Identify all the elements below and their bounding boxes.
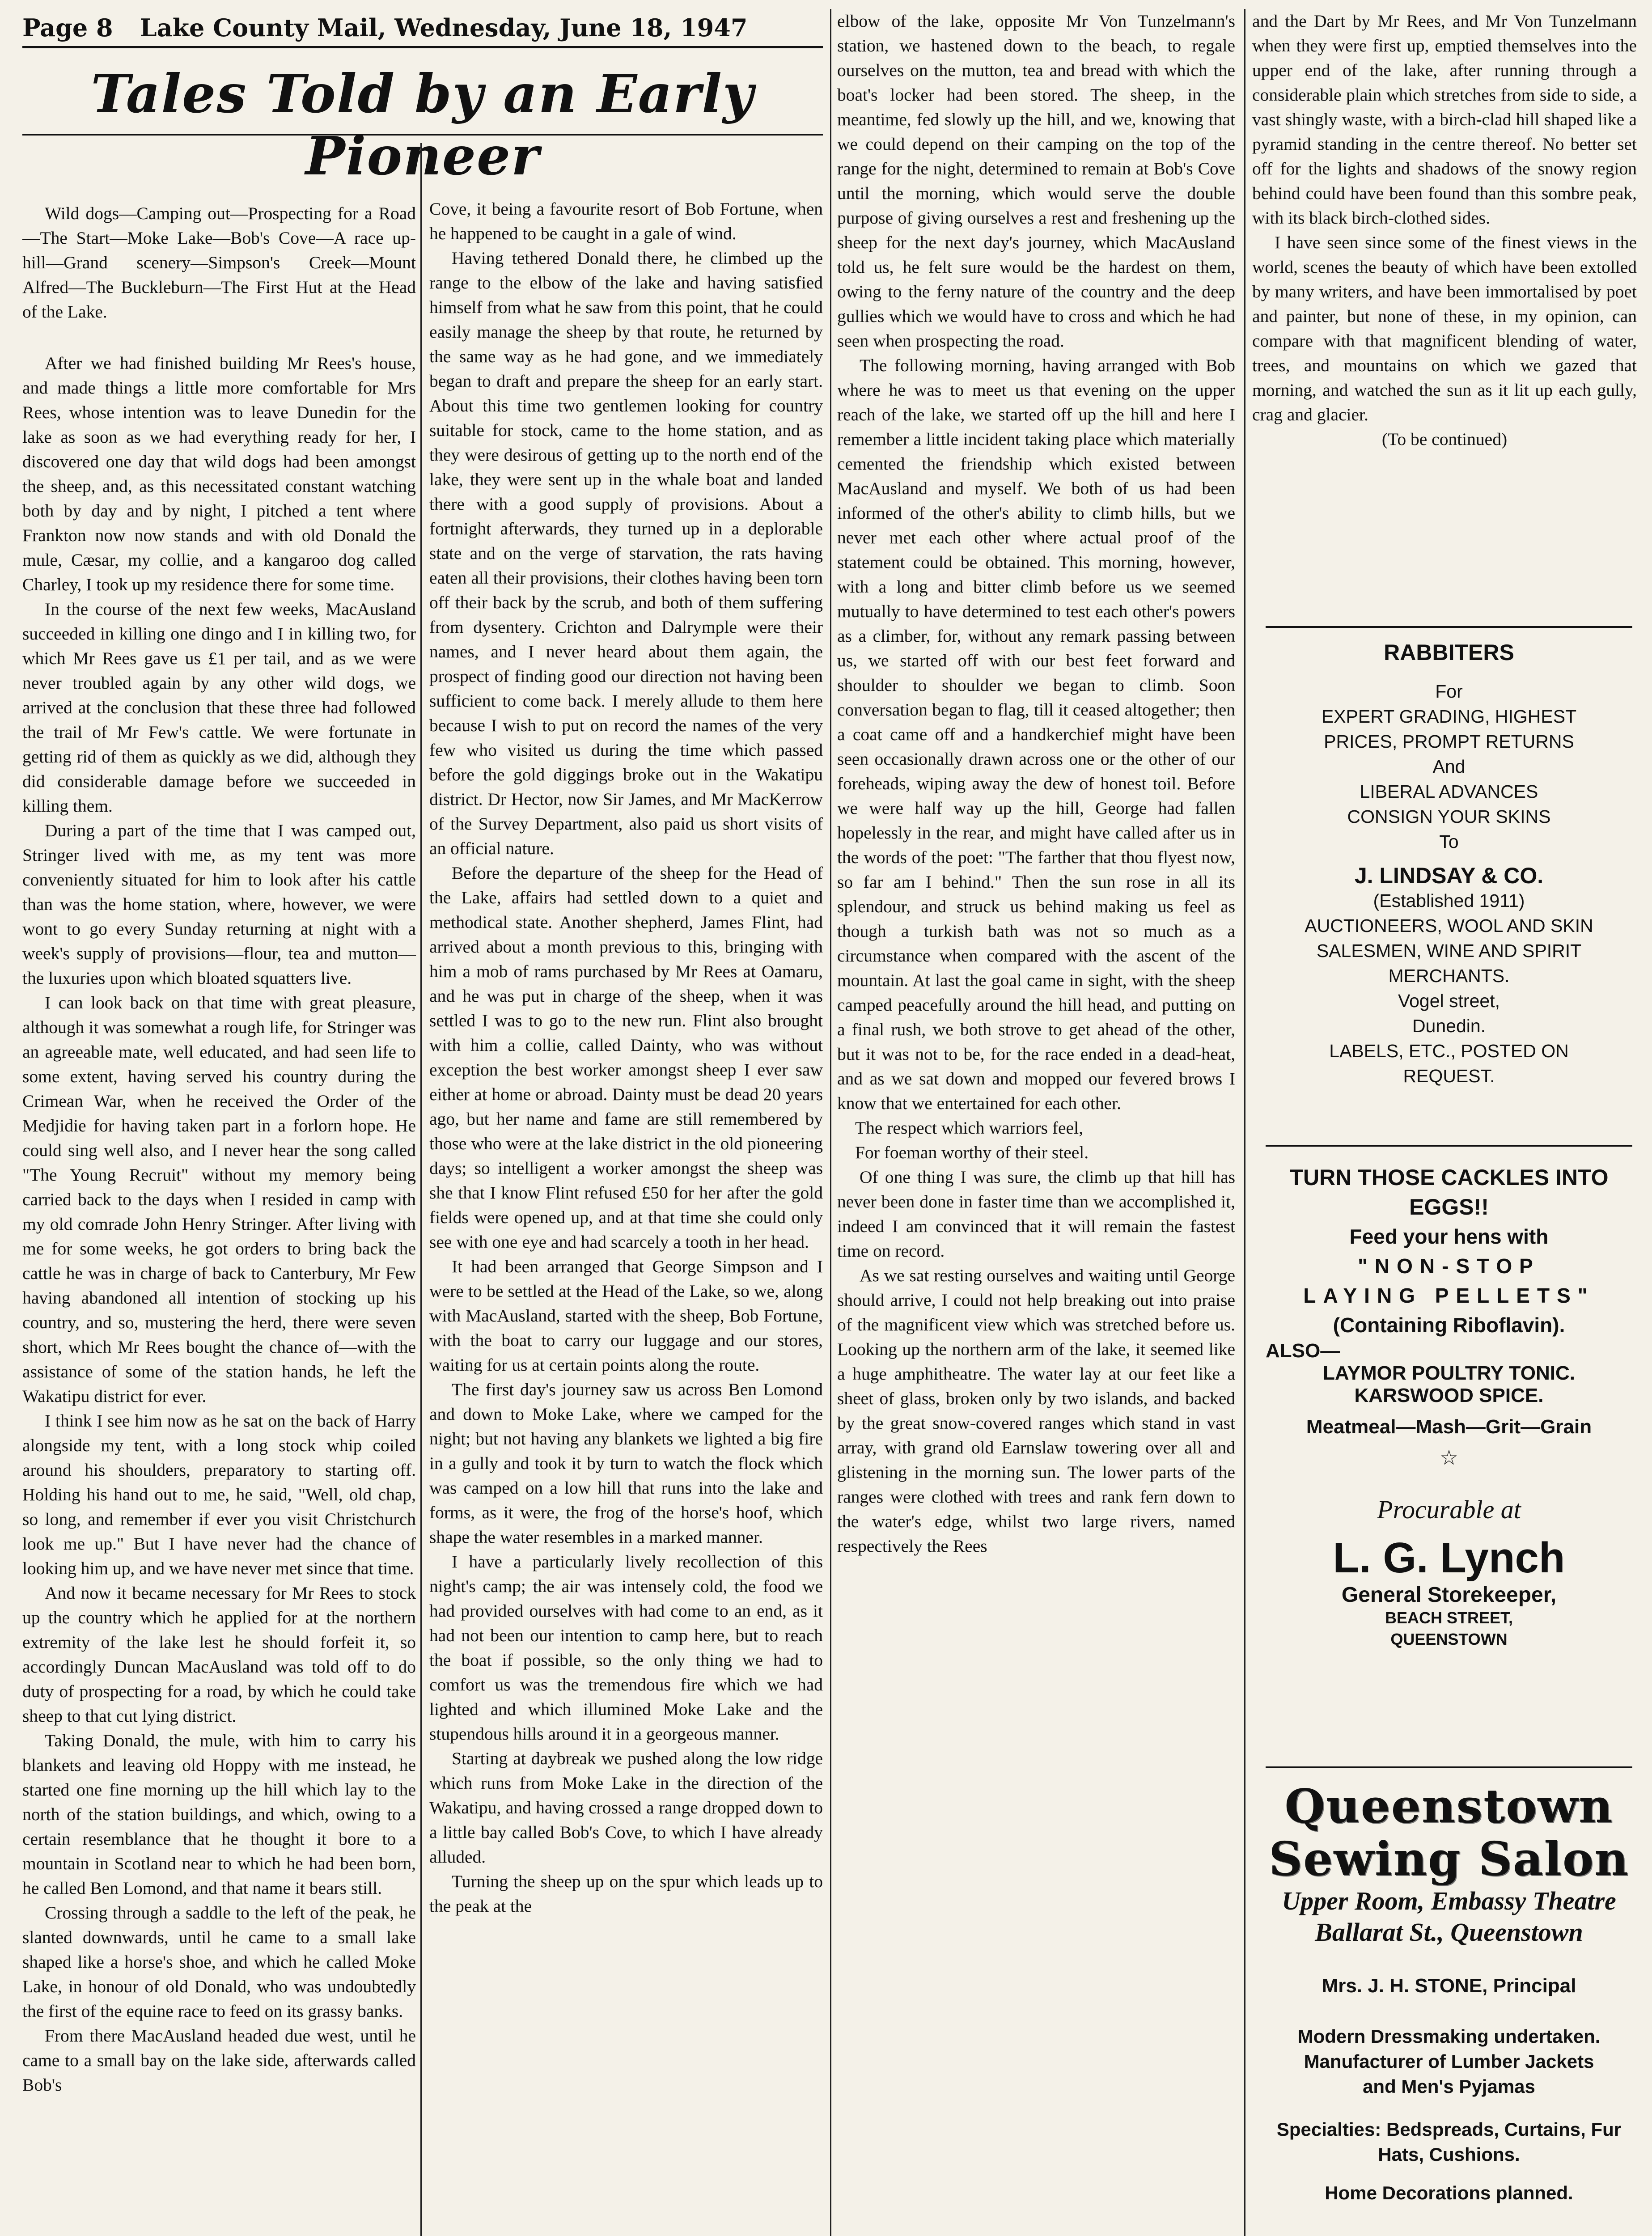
ad-line: SALESMEN, WINE AND SPIRIT [1316, 940, 1582, 961]
ad-line: And [1432, 756, 1466, 777]
ad-line: (Established 1911) [1373, 890, 1525, 911]
to-be-continued: (To be continued) [1381, 429, 1508, 449]
paper-dateline: Lake County Mail, Wednesday, June 18, 1947 [140, 13, 748, 42]
ad-heading: RABBITERS [1384, 640, 1514, 665]
firm-name: J. LINDSAY & CO. [1354, 863, 1544, 888]
salon-name: Queenstown [1284, 1779, 1614, 1834]
ad-divider [1266, 1145, 1632, 1147]
article-paragraph: I think I see him now as he sat on the back of Harry alongside my tent, with a long stock whip coiled around his shoulders, preparatory to starting off. Holding his hand out to me, he said, "Well, old chap, so long, and remember if ever you visit Christchurch look me up." But I have never had the chance of looking him up, and we have never met since that time. [22, 1411, 416, 1578]
salon-name: Sewing Salon [1269, 1831, 1629, 1886]
ad-line: Procurable at [1377, 1495, 1521, 1524]
article-paragraph: Taking Donald, the mule, with him to carry his blankets and leaving old Hoppy with me instead, he started one fine morning up the hill which lay to the north of the station buildings, and which, owing to a certain resemblance that he thought it bore to a mountain in Scotland near to which he had been born, he called Ben Lomond, and that name it bears still. [22, 1731, 416, 1898]
article-column-1 [22, 201, 416, 2097]
article-paragraph: Having tethered Donald there, he climbed up the range to the elbow of the lake and having satisfied himself from what he saw from this point, that he could easily manage the sheep by that route, he returned by the same way as he had gone, and we immediately began to draft and prepare the sheep for an early start. About this time two gentlemen looking for country suitable for stock, came to the home station, and as they were desirous of getting up to the north end of the lake, they were sent up in the whale boat and landed there with a good supply of provisions. About a fortnight afterwards, they turned up in a deplorable state and on the verge of starvation, the rats having eaten all their provisions, their clothes having been torn off their back by the scrub, and both of them suffering from dysentery. Crichton and Dalrymple were their names, and I never heard about them again, the prospect of finding good our direction not having been sufficient to come back. I merely allude to them here because I wish to put on record the names of the very few who visited us during the time which passed before the gold diggings broke out in the Wakatipu district. Dr Hector, now Sir James, and Mr MacKerrow of the Survey Department, also paid us short visits of an official nature. [429, 248, 823, 858]
verse-line: The respect which warriors feel, [855, 1118, 1083, 1138]
ad-line: Modern Dressmaking undertaken. [1297, 2026, 1601, 2047]
ad-line: QUEENSTOWN [1390, 1630, 1508, 1648]
article-paragraph: Crossing through a saddle to the left of the peak, he slanted downwards, until he came to a small lake shaped like a horse's shoe, and which he called Moke Lake, in honour of old Donald, who was undoubtedly the first of the equine race to feed on its grassy banks. [22, 1903, 416, 2021]
article-paragraph: Of one thing I was sure, the climb up that hill has never been done in faster time than we accomplished it, indeed I am convinced that it will remain the fastest time on record. [837, 1167, 1235, 1261]
article-paragraph: elbow of the lake, opposite Mr Von Tunzelmann's station, we hastened down to the beach, to regale ourselves on the mutton, tea and bread with which the boat's locker had been stored. The sheep, in the meantime, fed slowly up the hill, and we, knowing that we could depend on their camping on the top of the range for the night, determined to remain at Bob's Cove until the morning, which would serve the double purpose of giving ourselves a rest and freshening up the sheep for the next day's journey, which MacAusland told us, he felt sure would be the hardest on them, owing to the ferny nature of the country and the deep gullies which we would have to cross and which he had seen when prospecting the road. [837, 11, 1235, 351]
verse-line: For foeman worthy of their steel. [855, 1143, 1089, 1162]
ad-line: Ballarat St., Queenstown [1315, 1918, 1583, 1947]
article-paragraph: I can look back on that time with great pleasure, although it was somewhat a rough life, for Stringer was an agreeable mate, well educated, and had seen life to some extent, having served his country during the Crimean War, when he received the Order of the Medjidie for having taken part in a forlorn hope. He could sing well also, and I never hear the song called "The Young Recruit" without my memory being carried back to the days when I resided in camp with my old comrade John Henry Stringer. After living with me for some weeks, he got orders to bring back the cattle he was in charge of back to Canterbury, Mr Few having abandoned all intention of stocking up his country, and so, mustering the herd, there were seven short, which Mr Rees bought the chance of—with the assistance of some of the station hands, he left the Wakatipu district for ever. [22, 993, 416, 1406]
article-paragraph: Turning the sheep up on the spur which leads up to the peak at the [429, 1872, 823, 1916]
ad-line: EXPERT GRADING, HIGHEST [1321, 706, 1577, 727]
ad-line: General Storekeeper, [1341, 1583, 1557, 1607]
ad-line: "NON-STOP [1358, 1254, 1540, 1278]
ad-line: KARSWOOD SPICE. [1354, 1385, 1544, 1406]
ad-line: LIBERAL ADVANCES [1360, 781, 1538, 802]
article-paragraph: And now it became necessary for Mr Rees to stock up the country which he applied for at the northern extremity of the lake lest he should forfeit it, so accordingly Duncan MacAusland was told off to do duty of prospecting for a road, by which he could take sheep to that cut lying district. [22, 1583, 416, 1726]
article-paragraph: Cove, it being a favourite resort of Bob Fortune, when he happened to be caught in a gale of wind. [429, 199, 823, 243]
article-column-4 [1252, 9, 1637, 452]
article-paragraph: Starting at daybreak we pushed along the low ridge which runs from Moke Lake in the direction of the Wakatipu, and having crossed a range dropped down to a little bay called Bob's Cove, to which I have already alluded. [429, 1749, 823, 1867]
article-synopsis: Wild dogs—Camping out—Prospecting for a Road—The Start—Moke Lake—Bob's Cove—A race up-hill—Grand scenery—Simpson's Creek—Mount Alfred—The Buckleburn—The First Hut at the Head of the Lake. [22, 203, 416, 322]
ad-line: LABELS, ETC., POSTED ON [1329, 1041, 1569, 1061]
ad-line: LAYMOR POULTRY TONIC. [1323, 1362, 1575, 1384]
column-divider [1244, 9, 1245, 2236]
store-name: L. G. Lynch [1333, 1534, 1565, 1582]
ad-line: Upper Room, Embassy Theatre [1282, 1886, 1616, 1915]
article-paragraph: From there MacAusland headed due west, until he came to a small bay on the lake side, afterwards called Bob's [22, 2026, 416, 2095]
masthead-rule [22, 46, 823, 48]
ad-line: For [1435, 681, 1463, 702]
page-number: Page 8 [22, 13, 113, 42]
ad-line: Mrs. J. H. STONE, Principal [1322, 1975, 1576, 1997]
article-paragraph: During a part of the time that I was camped out, Stringer lived with me, as my tent was more conveniently situated for him to look after his cattle than was the home station, where, however, we were wont to go every Sunday returning at night with a week's supply of provisions—flour, tea and mutton—the luxuries upon which bloated squatters live. [22, 821, 416, 988]
ad-divider [1266, 1766, 1632, 1768]
ad-poultry [1266, 1163, 1632, 1650]
article-paragraph: In the course of the next few weeks, MacAusland succeeded in killing one dingo and I in killing two, for which Mr Rees gave us £1 per tail, and as we were never troubled again by any other wild dogs, we arrived at the conclusion that these three had followed the trail of Mr Few's cattle. We were fortunate in getting rid of them as quickly as we did, although they did considerable damage before we succeeded in killing them. [22, 599, 416, 816]
ad-line: (Containing Riboflavin). [1333, 1313, 1565, 1337]
ad-line: LAYING PELLETS" [1303, 1284, 1595, 1307]
ad-line: MERCHANTS. [1388, 966, 1510, 986]
article-paragraph: I have a particularly lively recollection of this night's camp; the air was intensely cold, the food we had provided ourselves with had come to an end, as it had not been our intention to camp here, but to reach the boat if possible, so the only thing we had to comfort us was the tremendous fire which we had lighted and which illumined Moke Lake and the stupendous hills around it in a georgeous manner. [429, 1552, 823, 1744]
ad-line: BEACH STREET, [1385, 1609, 1513, 1627]
article-headline: Tales Told by an Early Pioneer [91, 63, 754, 187]
ad-line: AUCTIONEERS, WOOL AND SKIN [1305, 915, 1593, 936]
ad-line: PRICES, PROMPT RETURNS [1324, 731, 1574, 752]
article-paragraph: As we sat resting ourselves and waiting until George should arrive, I could not help breaking out into praise of the magnificent view which was stretched before us. Looking up the northern arm of the lake, it seemed like a huge amphitheatre. The water lay at our feet like a sheet of glass, broken only by two islands, and backed by the great snow-covered ranges which stand in vast array, with grand old Earnslaw towering over all and glistening in the morning sun. The lower parts of the ranges were clothed with trees and rank fern down to the water's edge, whilst two large rivers, named respectively the Rees [837, 1266, 1235, 1556]
ad-divider [1266, 626, 1632, 628]
ad-line: Vogel street, [1398, 991, 1500, 1011]
ad-line: and Men's Pyjamas [1363, 2076, 1535, 2097]
article-column-3 [837, 9, 1235, 1558]
ad-line: Home Decorations planned. [1325, 2182, 1573, 2203]
ad-line: Feed your hens with [1349, 1225, 1549, 1248]
ad-line: CONSIGN YOUR SKINS [1347, 806, 1551, 827]
article-paragraph: After we had finished building Mr Rees's house, and made things a little more comfortable for Mrs Rees, whose intention was to leave Dunedin for the lake as soon as we had everything ready for her, I discovered one day that wild dogs had been amongst the sheep, and, as this necessitated constant watching both by day and by night, I pitched a tent where Frankton now now stands and with old Donald the mule, Cæsar, my collie, and a kangaroo dog called Charley, I took up my residence there for some time. [22, 353, 416, 594]
star-icon: ☆ [1440, 1446, 1458, 1469]
ad-line: Manufacturer of Lumber Jackets [1304, 2051, 1594, 2072]
ad-sewing-salon [1266, 1780, 1632, 2206]
ad-line: Dunedin. [1412, 1016, 1486, 1036]
article-paragraph: The following morning, having arranged with Bob where he was to meet us that evening on the upper reach of the lake, we started off up the hill and here I remember a little incident taking place which materially cemented the friendship which existed between MacAusland and myself. We both of us had been informed of the other's ability to climb hills, but we never met each other where actual proof of the statement could be obtained. This morning, however, with a long and bitter climb before us we seemed mutually to have determined to test each other's powers as a climber, for, without any remark passing between us, we started off with our best feet forward and shoulder to shoulder we began to climb. Soon conversation began to flag, till it ceased altogether; then a coat came off and a handkerchief might have been seen occasionally drawn across one or the other of our foreheads, wiping away the dew of honest toil. Before we were half way up the hill, George had fallen hopelessly in the rear, and might have called after us in the words of the poet: "The farther that thou flyest now, so far am I behind." Then the sun rose in all its splendour, and struck us behind making us feel as though a turkish bath was not so much as a circumstance when compared with the ascent of the mountain. At last the goal came in sight, with the sheep camped peacefully around the hill head, and putting on a final rush, we both strove to get ahead of the other, but it was not to be, for the race ended in a dead-heat, and as we sat down and mopped our fevered brows I know that we entertained for each other. [837, 356, 1235, 1113]
column-divider [830, 9, 831, 2236]
article-paragraph: Before the departure of the sheep for the Head of the Lake, affairs had settled down to a quiet and methodical state. Another shepherd, James Flint, had arrived about a month previous to this, bringing with him a mob of rams purchased by Mr Rees at Oamaru, and he was put in charge of the sheep, when it was settled I was to go to the new run. Flint also brought with him a collie, called Dainty, who was without exception the best worker amongst sheep I ever saw either at home or abroad. Dainty must be dead 20 years ago, but her name and fame are still remembered by those who were at the lake district in the old pioneering days; so intelligent a worker amongst the sheep was she that I know Flint refused £50 for her after the gold fields were opened up, and at that time she could only see with one eye and had scarcely a tooth in her head. [429, 863, 823, 1252]
masthead [22, 13, 823, 45]
article-paragraph: It had been arranged that George Simpson and I were to be settled at the Head of the Lake, so we, along with MacAusland, started with the sheep, Bob Fortune, with the boat to carry our luggage and our stores, waiting for us at certain points along the route. [429, 1257, 823, 1375]
ad-line: ALSO— [1266, 1340, 1340, 1362]
column-divider [420, 143, 422, 2236]
ad-rabbiters [1266, 639, 1632, 1088]
article-paragraph: The first day's journey saw us across Ben Lomond and down to Moke Lake, where we camped for the night; but not having any blankets we lighted a big fire in a gully and took it by turn to watch the flock which was camped on a low hill that runs into the lake and forms, as it were, the frog of the horse's hoof, which shape the water resembles in a marked manner. [429, 1380, 823, 1547]
ad-line: To [1439, 831, 1459, 852]
ad-line: Meatmeal—Mash—Grit—Grain [1306, 1416, 1592, 1438]
article-paragraph: I have seen since some of the finest views in the world, scenes the beauty of which have been extolled by many writers, and have been immortalised by poet and painter, but none of these, in my opinion, can compare with that magnificent blending of water, trees, and mountains on which we gazed that morning, and watched the sun as it lit up each gully, crag and glacier. [1252, 233, 1637, 424]
ad-heading: TURN THOSE CACKLES INTO EGGS!! [1289, 1165, 1609, 1220]
ad-line: Specialties: Bedspreads, Curtains, Fur Hats, Cushions. [1276, 2119, 1622, 2165]
headline-rule [22, 134, 823, 136]
article-column-2 [429, 197, 823, 1918]
ad-line: REQUEST. [1403, 1066, 1495, 1086]
article-paragraph: and the Dart by Mr Rees, and Mr Von Tunzelmann when they were first up, emptied themselves into the upper end of the lake, after running through a considerable plain which stretches from side to side, a vast shingly waste, with a birch-clad hill shaped like a pyramid standing in the centre thereof. No better set off for the lights and shadows of the snowy region behind could have been found than this sombre peak, with its black birch-clothed sides. [1252, 11, 1637, 228]
